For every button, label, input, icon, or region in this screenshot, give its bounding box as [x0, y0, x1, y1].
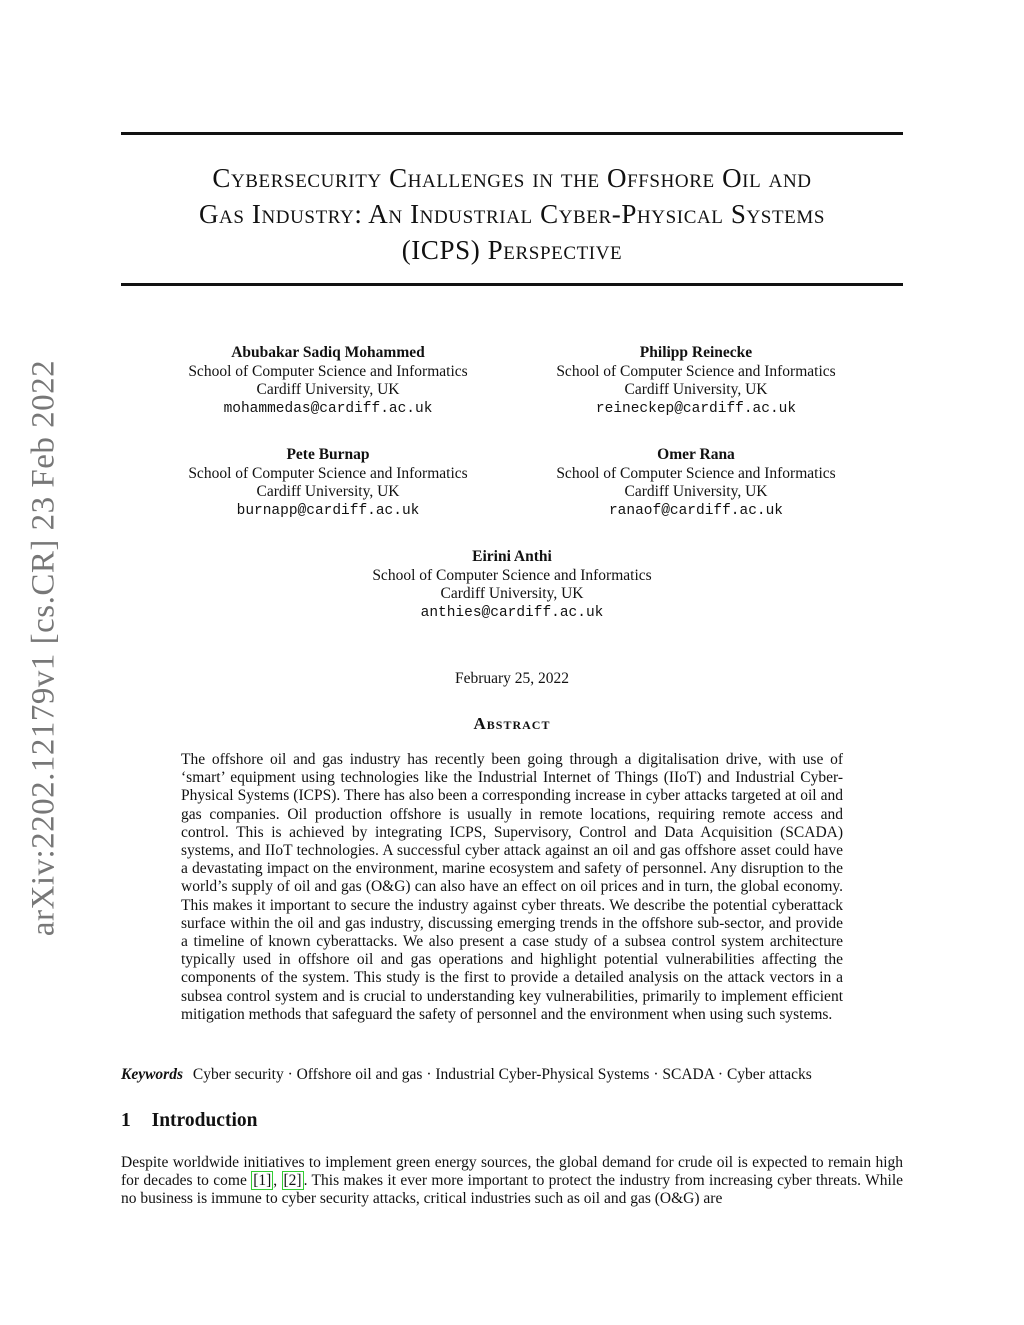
arxiv-identifier-stamp: arXiv:2202.12179v1 [cs.CR] 23 Feb 2022: [25, 359, 62, 937]
keywords-list: Cyber security · Offshore oil and gas · Industrial Cyber-Physical Systems · SCADA · Cyber attacks: [192, 1066, 812, 1083]
section-number: 1: [121, 1110, 131, 1131]
section-title: Introduction: [151, 1110, 258, 1131]
author-institution: Cardiff University, UK: [624, 483, 768, 500]
author-name: Eirini Anthi: [472, 548, 552, 565]
author-name: Omer Rana: [657, 446, 735, 463]
intro-text-part2: . This makes it ever more important to protect the industry from increasing cyber threats. While no business is immune to cyber security attacks, critical industries such as oil and gas (O&G) are: [121, 1172, 904, 1208]
citation-link[interactable]: [1]: [253, 1172, 272, 1190]
paper-title: [121, 160, 903, 268]
author-block: [148, 446, 508, 520]
citation-separator: ,: [273, 1172, 282, 1190]
title-line-2: Gas Industry: An Industrial Cyber-Physical Systems: [198, 199, 826, 229]
intro-text-part1: Despite worldwide initiatives to implement green energy sources, the global demand for crude oil is expected to remain high for decades to come: [121, 1154, 903, 1190]
abstract-text: The offshore oil and gas industry has recently been going through a digitalisation drive, with use of ‘smart’ equipment using technologies like the Industrial Internet of Things (IIoT) and Industrial Cyber-Physical Systems (ICPS). There has also been a corresponding increase in cyber attacks targeted at oil and gas companies. Oil production offshore is usually in remote locations, requiring remote access and control. This is achieved by integrating ICPS, Supervisory, Control and Data Acquisition (SCADA) systems, and IIoT technologies. A successful cyber attack against an oil and gas offshore asset could have a devastating impact on the environment, marine ecosystem and safety of personnel. Any disruption to the world’s supply of oil and gas (O&G) can also have an effect on oil prices and in turn, the global economy. This makes it important to secure the industry against cyber threats. We describe the potential cyberattack surface within the oil and gas industry, discussing emerging trends in the offshore sub-sector, and provide a timeline of known cyberattacks. We also present a case study of a subsea control system architecture typically used in offshore oil and gas operations and highlight potential vulnerabilities affecting the components of the system. This study is the first to provide a detailed analysis on the attack vectors in a subsea control system and is crucial to understanding key vulnerabilities, primarily to implement efficient mitigation methods that safeguard the safety of personnel and the environment when using such systems.: [181, 751, 843, 1023]
author-name: Abubakar Sadiq Mohammed: [231, 344, 425, 361]
publication-date: February 25, 2022: [454, 670, 570, 687]
intro-paragraph: [121, 1154, 903, 1209]
citation-link[interactable]: [2]: [283, 1172, 302, 1190]
author-affiliation: School of Computer Science and Informatics: [188, 464, 468, 482]
author-email[interactable]: anthies@cardiff.ac.uk: [420, 604, 604, 621]
keywords-label: Keywords: [121, 1066, 183, 1083]
author-block: [332, 548, 692, 622]
author-affiliation: School of Computer Science and Informatics: [556, 464, 836, 482]
author-institution: Cardiff University, UK: [624, 381, 768, 398]
author-email[interactable]: mohammedas@cardiff.ac.uk: [223, 400, 433, 417]
author-email[interactable]: reineckep@cardiff.ac.uk: [595, 400, 797, 417]
title-line-3: (ICPS) Perspective: [401, 235, 623, 265]
author-affiliation: School of Computer Science and Informatics: [188, 362, 468, 380]
author-institution: Cardiff University, UK: [256, 381, 400, 398]
title-line-1: Cybersecurity Challenges in the Offshore Oil and: [212, 163, 812, 193]
author-block: [148, 344, 508, 418]
author-affiliation: School of Computer Science and Informatics: [372, 566, 652, 584]
author-block: [516, 344, 876, 418]
author-name: Pete Burnap: [286, 446, 370, 463]
author-email[interactable]: burnapp@cardiff.ac.uk: [236, 502, 420, 519]
abstract-heading: Abstract: [473, 714, 551, 733]
author-name: Philipp Reinecke: [639, 344, 753, 361]
author-affiliation: School of Computer Science and Informatics: [556, 362, 836, 380]
author-block: [516, 446, 876, 520]
author-institution: Cardiff University, UK: [440, 585, 584, 602]
title-rule-bottom: [121, 283, 903, 286]
author-institution: Cardiff University, UK: [256, 483, 400, 500]
section-heading: [121, 1110, 257, 1132]
title-rule-top: [121, 132, 903, 135]
author-email[interactable]: ranaof@cardiff.ac.uk: [608, 502, 784, 519]
keywords-line: [121, 1065, 903, 1084]
